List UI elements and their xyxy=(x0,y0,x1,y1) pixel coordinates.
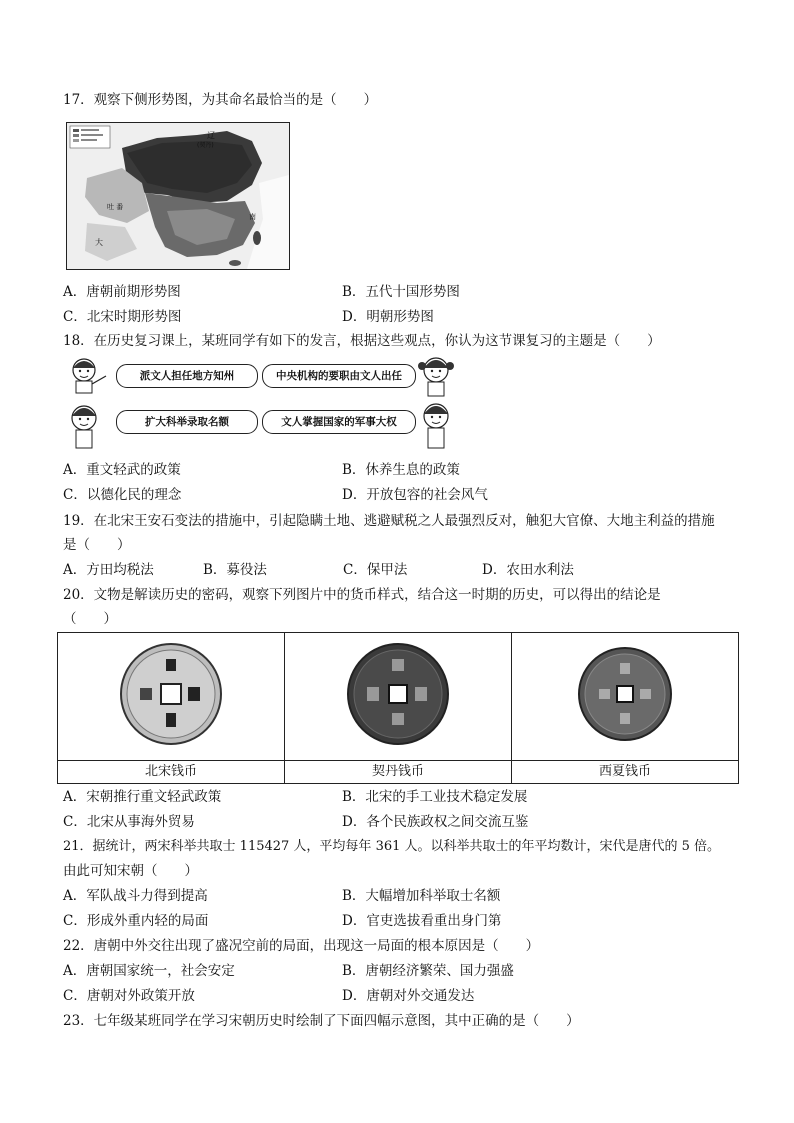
coin-caption-northern-song: 北宋钱币 xyxy=(58,760,284,783)
q21-option-a[interactable]: A．军队战斗力得到提高 xyxy=(63,888,208,904)
speech-bubble-3: 扩大科举录取名额 xyxy=(116,410,258,434)
q22-option-a[interactable]: A．唐朝国家统一，社会安定 xyxy=(63,963,235,979)
q21-option-c[interactable]: C．形成外重内轻的局面 xyxy=(63,913,209,929)
coin-western-xia-image xyxy=(570,639,680,749)
q19-option-d[interactable]: D．农田水利法 xyxy=(482,562,574,578)
coin-cell-khitan xyxy=(285,633,512,783)
svg-text:大: 大 xyxy=(95,238,103,247)
student-speech-diagram xyxy=(66,354,456,454)
map-image xyxy=(67,123,289,269)
coin-caption-khitan: 契丹钱币 xyxy=(285,760,511,783)
coin-khitan-image xyxy=(343,639,453,749)
q21-option-b[interactable]: B．大幅增加科举取士名额 xyxy=(342,888,501,904)
q21-stem-line2: 由此可知宋朝（ ） xyxy=(63,863,198,879)
coin-table xyxy=(57,632,739,784)
q19-option-c[interactable]: C．保甲法 xyxy=(343,562,408,578)
svg-text:南: 南 xyxy=(249,213,256,221)
speech-bubble-1: 派文人担任地方知州 xyxy=(116,364,258,388)
q20-option-b[interactable]: B．北宋的手工业技术稳定发展 xyxy=(342,789,528,805)
student-figure-top-right xyxy=(418,358,454,396)
student-figure-top-left xyxy=(73,359,106,393)
q18-stem: 18．在历史复习课上，某班同学有如下的发言，根据这些观点，你认为这节课复习的主题是（ ） xyxy=(63,333,661,349)
q21-option-d[interactable]: D．官吏选拔看重出身门第 xyxy=(342,913,502,929)
student-figure-bottom-left xyxy=(72,406,96,448)
q19-stem-line2: 是（ ） xyxy=(63,537,131,553)
speech-bubble-2: 中央机构的要职由文人出任 xyxy=(262,364,416,388)
q17-option-b[interactable]: B．五代十国形势图 xyxy=(342,284,460,300)
q21-stem-line1: 21．据统计，两宋科举共取士 115427 人，平均每年 361 人。以科举共取士的年平均数计，宋代是唐代的 5 倍。 xyxy=(63,839,721,854)
q20-option-a[interactable]: A．宋朝推行重文轻武政策 xyxy=(63,789,222,805)
q20-stem-line1: 20．文物是解读历史的密码，观察下列图片中的货币样式，结合这一时期的历史，可以得出的结论是 xyxy=(63,587,661,603)
student-figure-bottom-right xyxy=(424,404,448,448)
q23-stem: 23．七年级某班同学在学习宋朝历史时绘制了下面四幅示意图，其中正确的是（ ） xyxy=(63,1013,580,1029)
q17-option-a[interactable]: A．唐朝前期形势图 xyxy=(63,284,181,300)
speech-bubble-4: 文人掌握国家的军事大权 xyxy=(262,410,416,434)
coin-caption-western-xia: 西夏钱币 xyxy=(512,760,738,783)
q17-option-c[interactable]: C．北宋时期形势图 xyxy=(63,309,182,325)
coin-cell-western-xia xyxy=(512,633,738,783)
q22-option-c[interactable]: C．唐朝对外政策开放 xyxy=(63,988,195,1004)
coin-cell-northern-song xyxy=(58,633,285,783)
q22-option-d[interactable]: D．唐朝对外交通发达 xyxy=(342,988,475,1004)
q17-stem: 17．观察下侧形势图，为其命名最恰当的是（ ） xyxy=(63,92,378,108)
q17-option-d[interactable]: D．明朝形势图 xyxy=(342,309,434,325)
q19-option-b[interactable]: B．募役法 xyxy=(203,562,267,578)
q22-option-b[interactable]: B．唐朝经济繁荣、国力强盛 xyxy=(342,963,514,979)
coin-northern-song-image xyxy=(116,639,226,749)
q20-option-d[interactable]: D．各个民族政权之间交流互鉴 xyxy=(342,814,529,830)
q18-option-a[interactable]: A．重文轻武的政策 xyxy=(63,462,181,478)
historical-map xyxy=(66,122,290,270)
q20-option-c[interactable]: C．北宋从事海外贸易 xyxy=(63,814,195,830)
q18-option-c[interactable]: C．以德化民的理念 xyxy=(63,487,182,503)
svg-text:(契丹): (契丹) xyxy=(197,142,214,149)
q20-stem-line2: （ ） xyxy=(63,611,117,627)
q18-option-b[interactable]: B．休养生息的政策 xyxy=(342,462,460,478)
q19-option-a[interactable]: A．方田均税法 xyxy=(63,562,154,578)
q18-option-d[interactable]: D．开放包容的社会风气 xyxy=(342,487,488,503)
svg-text:吐 番: 吐 番 xyxy=(107,203,124,211)
q19-stem-line1: 19．在北宋王安石变法的措施中，引起隐瞒土地、逃避赋税之人最强烈反对，触犯大官僚、大地主利益的措施 xyxy=(63,513,715,529)
q22-stem: 22．唐朝中外交往出现了盛况空前的局面，出现这一局面的根本原因是（ ） xyxy=(63,938,540,954)
svg-text:辽: 辽 xyxy=(207,131,215,140)
